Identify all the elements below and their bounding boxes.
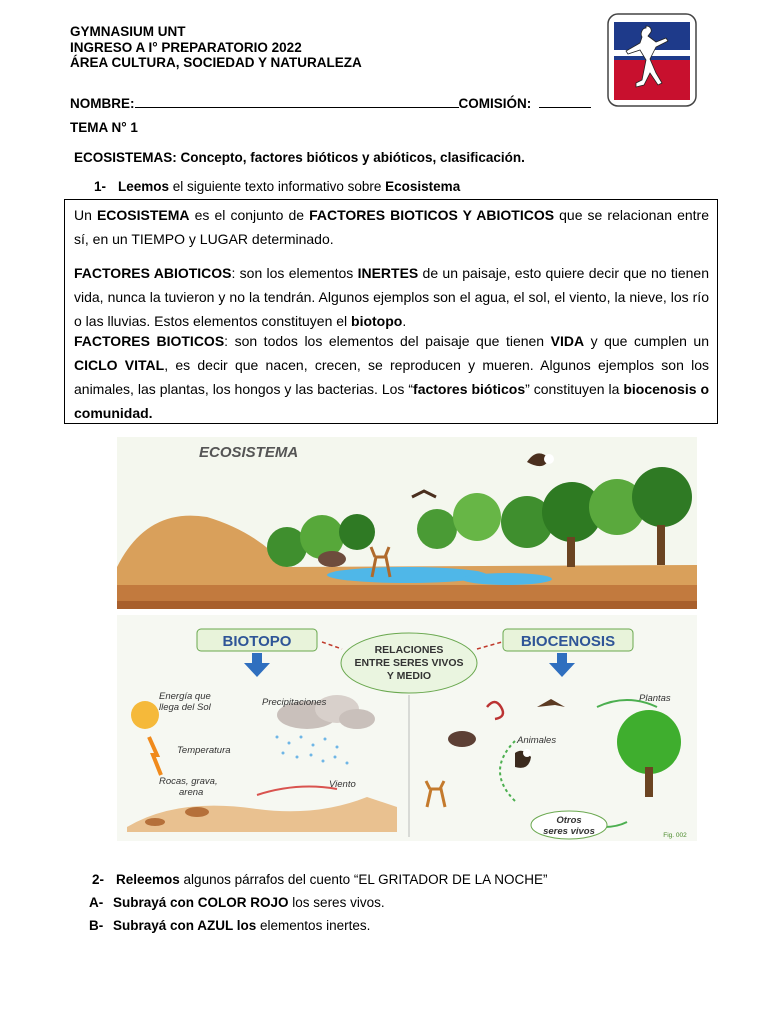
- plantas-label: Plantas: [639, 693, 671, 704]
- factores-bioticos-term: factores bióticos: [413, 381, 526, 397]
- boar-icon: [448, 731, 476, 747]
- task-b-bold: Subrayá con AZUL los: [113, 918, 257, 933]
- step-2-verb: Releemos: [116, 872, 180, 887]
- sun-icon: [131, 701, 159, 729]
- definition-paragraph: [74, 203, 709, 251]
- school-logo: [606, 12, 698, 108]
- vida-term: VIDA: [550, 333, 585, 349]
- text-run: que se relacionan entre sí, en un TIEMPO y LUGAR determinado.: [74, 207, 709, 247]
- step-1-subject: Ecosistema: [385, 179, 461, 194]
- ecosystem-illustration: [117, 437, 697, 841]
- biocenosis-label: BIOCENOSIS: [520, 633, 616, 650]
- gymnasium-logo-icon: [606, 12, 698, 108]
- text-run: : son todos los elementos del paisaje que tienen: [224, 333, 551, 349]
- abioticos-paragraph: [74, 261, 709, 333]
- task-b-rest: elementos inertes.: [256, 918, 371, 933]
- nombre-field[interactable]: [135, 107, 459, 108]
- topic-title: [74, 150, 525, 165]
- topic-title-rest: : Concepto, factores bióticos y abióticos, clasificación.: [172, 150, 525, 165]
- relaciones-text: ENTRE SERES VIVOS: [354, 657, 464, 669]
- biotopo-label: BIOTOPO: [222, 633, 292, 650]
- text-run: : son los elementos: [231, 265, 358, 281]
- ecosistema-term: ECOSISTEMA: [96, 207, 190, 223]
- topic-title-bold: ECOSISTEMAS: [74, 150, 173, 165]
- text-run: .: [402, 313, 407, 329]
- energia-label: llega del Sol: [159, 702, 211, 713]
- animales-label: Animales: [517, 735, 557, 746]
- text-run: de un paisaje, esto quiere decir que no tienen vida, nunca la tuvieron y no la tendrán. Algunos ejemplos son el agua, el sol, el viento, la nieve, los río o las lluvias. Estos elementos constituyen el: [74, 265, 709, 329]
- name-row: [70, 96, 591, 111]
- task-a-letter: A-: [89, 895, 104, 910]
- task-b-letter: B-: [89, 918, 104, 933]
- nombre-label: NOMBRE:: [70, 96, 135, 111]
- temperatura-label: Temperatura: [177, 745, 231, 756]
- text-run: Un: [74, 207, 97, 223]
- step-2: [92, 872, 547, 887]
- river-shape: [327, 567, 487, 583]
- ecosistema-title: ECOSISTEMA: [199, 444, 299, 461]
- step-1-number: 1-: [94, 179, 107, 194]
- tema-label: TEMA N° 1: [70, 120, 138, 135]
- biocenosis-term: biocenosis o comunidad.: [74, 381, 709, 421]
- relaciones-text: RELACIONES: [374, 644, 444, 656]
- text-run: y que cumplen un: [584, 333, 709, 349]
- inertes-term: INERTES: [357, 265, 419, 281]
- precipitaciones-label: Precipitaciones: [262, 697, 327, 708]
- task-a-rest: los seres vivos.: [288, 895, 385, 910]
- comision-label: COMISIÓN:: [458, 96, 532, 111]
- rocas-label: arena: [179, 787, 204, 798]
- school-name: GYMNASIUM UNT: [70, 24, 186, 39]
- text-run: ” constituyen la: [525, 381, 624, 397]
- relaciones-text: Y MEDIO: [386, 670, 432, 682]
- abioticos-term: FACTORES ABIOTICOS: [74, 265, 232, 281]
- task-b: [89, 918, 370, 933]
- task-a-bold: Subrayá con COLOR ROJO: [113, 895, 289, 910]
- biotopo-term: biotopo: [351, 313, 403, 329]
- energia-label: Energía que: [159, 691, 211, 702]
- bioticos-term: FACTORES BIOTICOS: [74, 333, 225, 349]
- ciclo-vital-term: CICLO VITAL: [74, 357, 165, 373]
- viento-label: Viento: [329, 779, 356, 790]
- text-run: , es decir que nacen, crecen, se reproducen y mueren. Algunos ejemplos son los animales, las plantas, los hongos y las bacterias. Los “: [74, 357, 709, 397]
- course-name: INGRESO A I° PREPARATORIO 2022: [70, 39, 302, 55]
- otros-label: seres vivos: [543, 826, 595, 837]
- text-run: es el conjunto de: [189, 207, 310, 223]
- factores-term: FACTORES BIOTICOS Y ABIOTICOS: [309, 207, 555, 223]
- step-1: [94, 179, 460, 194]
- school-header: [70, 24, 362, 71]
- otros-label: Otros: [556, 815, 582, 826]
- step-1-text: el siguiente texto informativo sobre: [169, 179, 386, 194]
- rocas-label: Rocas, grava,: [159, 776, 218, 787]
- task-a: [89, 895, 385, 910]
- area-name: ÁREA CULTURA, SOCIEDAD Y NATURALEZA: [70, 55, 362, 70]
- step-2-number: 2-: [92, 872, 105, 887]
- figure-number: Fig. 002: [663, 832, 687, 839]
- bioticos-paragraph: [74, 329, 709, 425]
- step-2-text: algunos párrafos del cuento “EL GRITADOR DE LA NOCHE”: [179, 872, 548, 887]
- step-1-verb: Leemos: [118, 179, 170, 194]
- boar-shape: [318, 551, 346, 567]
- comision-field[interactable]: [539, 107, 591, 108]
